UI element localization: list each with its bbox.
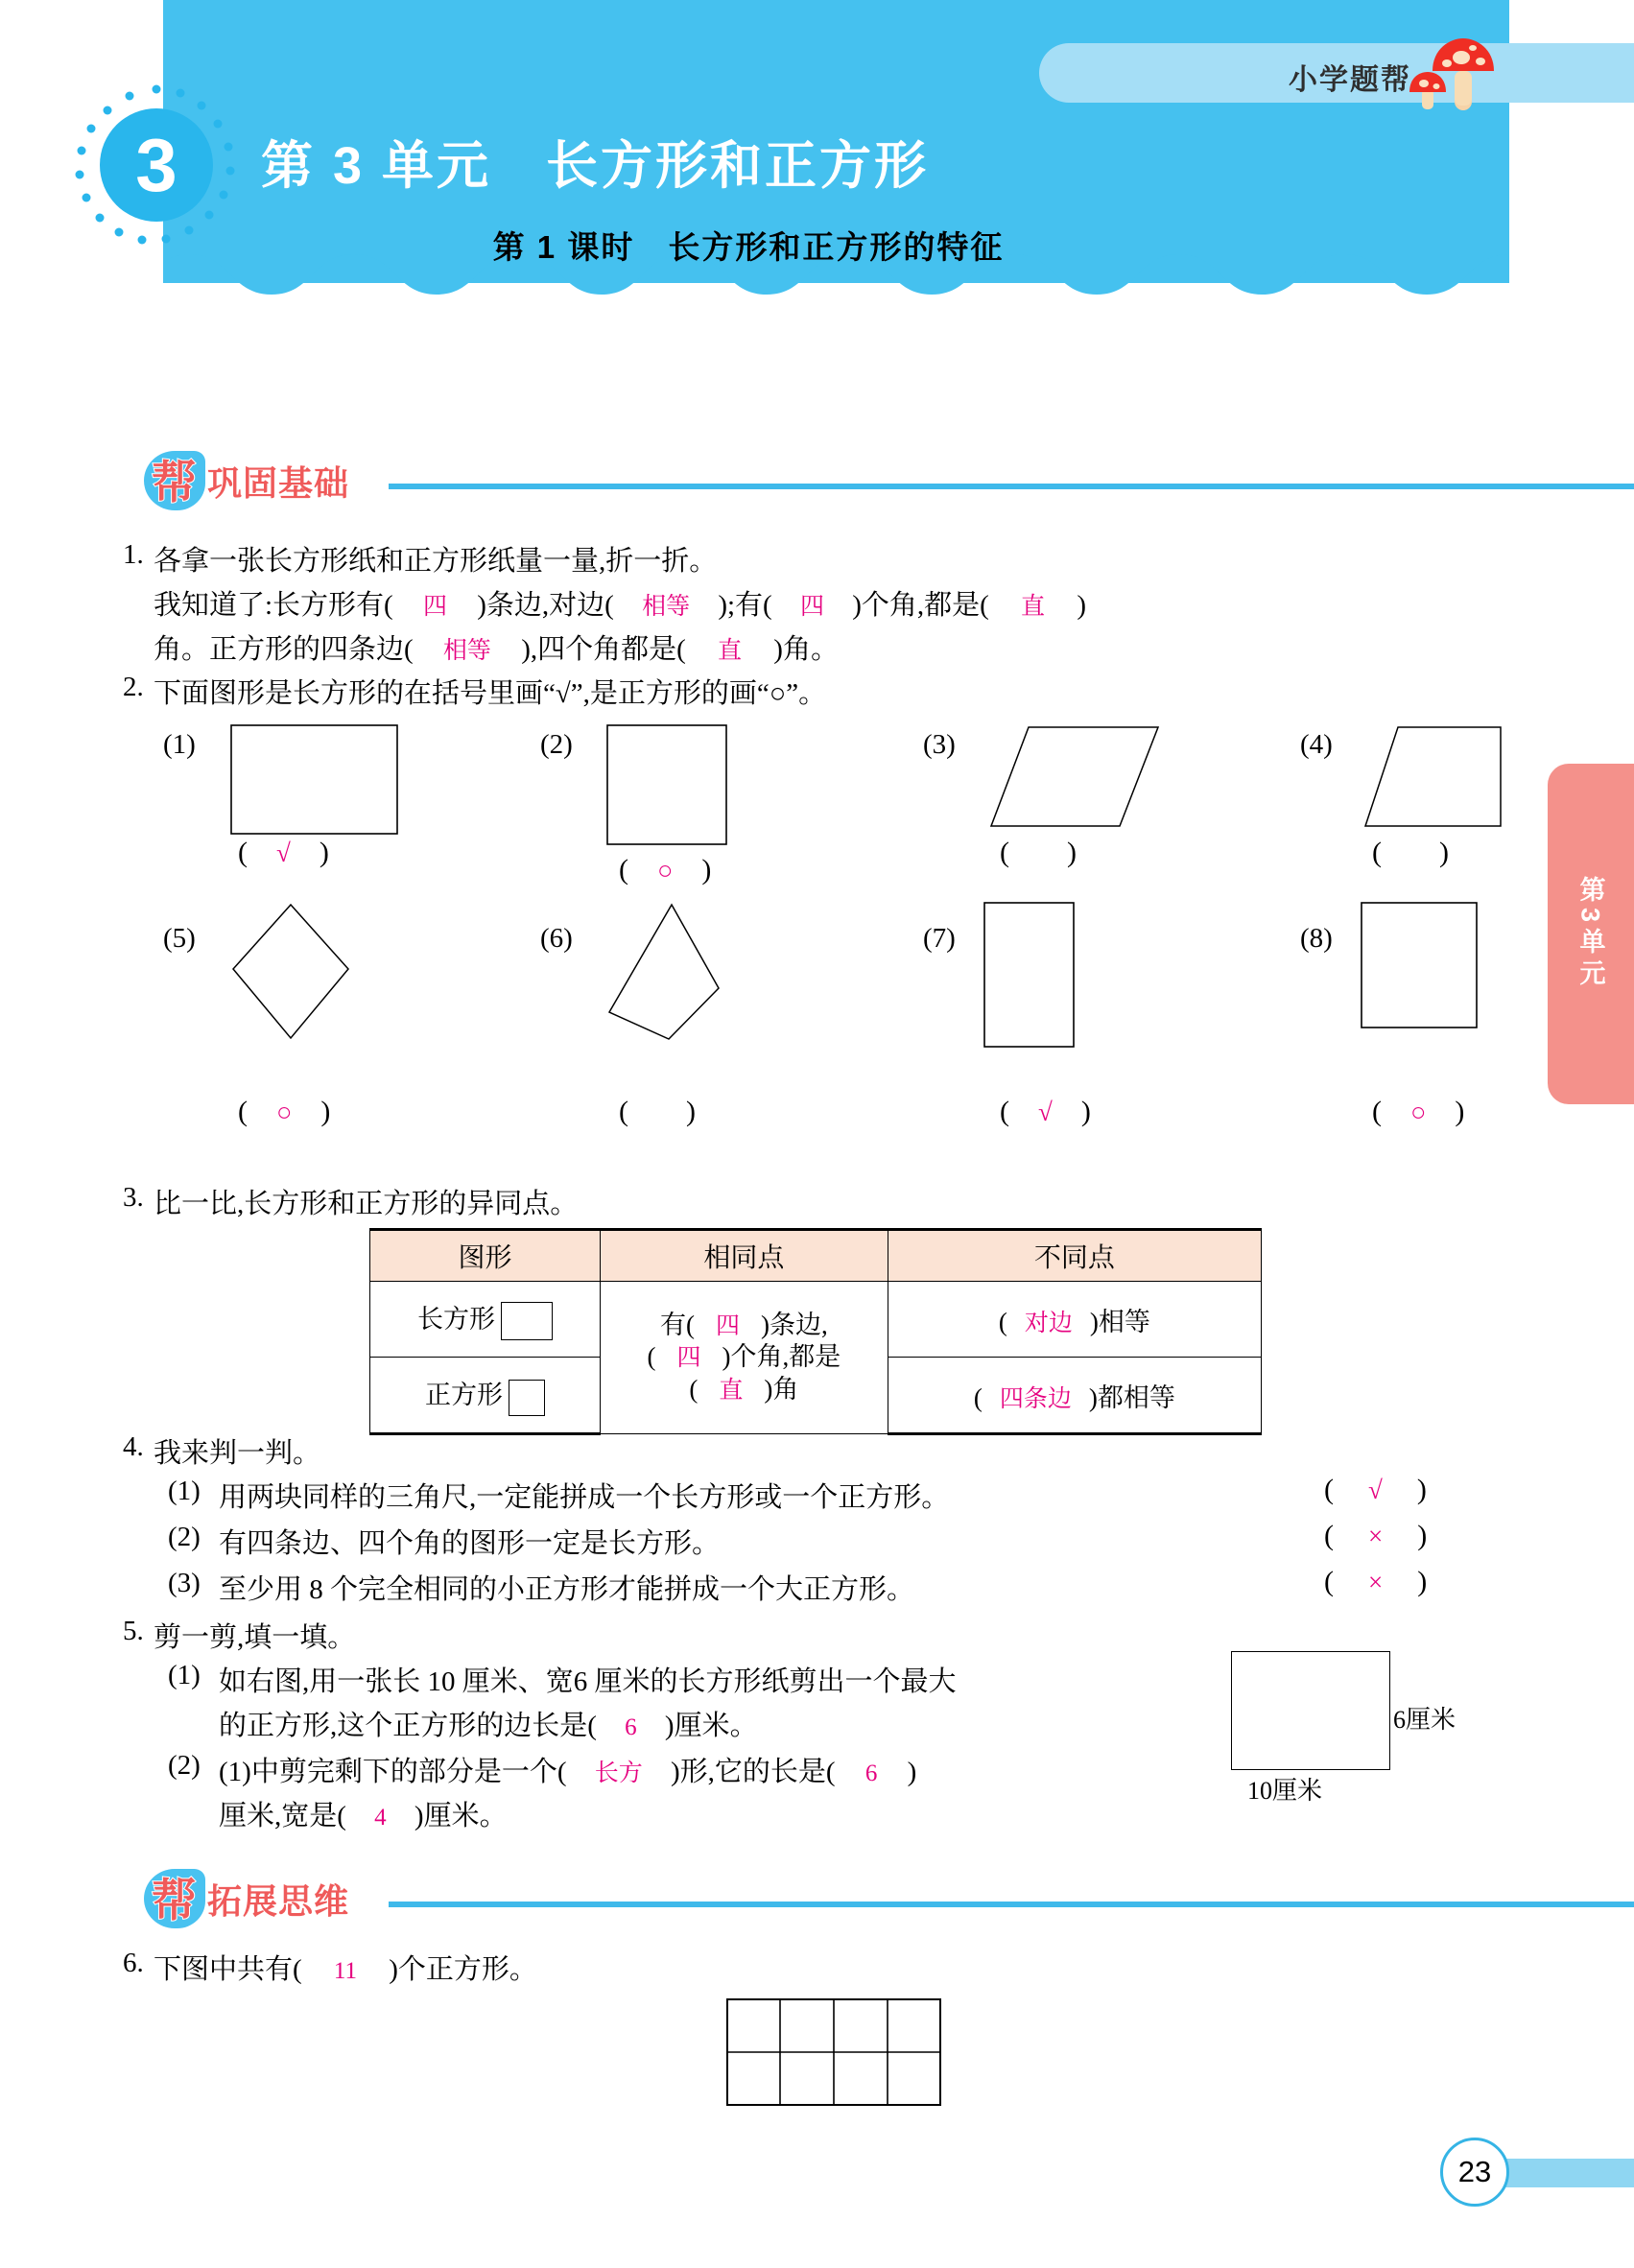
q2-item-3-answer [1009, 839, 1067, 867]
q6-answer: 11 [333, 1958, 357, 1984]
q3-prompt: 比一比,长方形和正方形的异同点。 [154, 1189, 579, 1219]
q5-p2-a: (1)中剪完剩下的部分是一个( [219, 1757, 567, 1787]
q6-text-a: 下图中共有( [154, 1954, 302, 1985]
q5-item-2-answer-2: 6 [864, 1760, 878, 1786]
table-rect-label-text: 长方形 [417, 1304, 495, 1334]
q1-answer-2: 相等 [642, 594, 691, 620]
q1-line1: 各拿一张长方形纸和正方形纸量一量,折一折。 [154, 546, 718, 577]
q1-line2-d: )个角,都是( [852, 590, 989, 621]
q2-item-5-label: (5) [163, 923, 196, 954]
q5-item-1-line1: 如右图,用一张长 10 厘米、宽6 厘米的长方形纸剪出一个最大 [219, 1666, 957, 1697]
q2-item-2-answer-box[interactable]: ( ○ ) [619, 854, 712, 886]
q2-item-8-answer: ○ [1410, 1098, 1427, 1126]
q2-item-3-label: (3) [923, 729, 956, 760]
q2-item-6-answer-box[interactable]: ( ) [619, 1096, 696, 1127]
q2-item-7-answer-box[interactable]: ( √ ) [1000, 1096, 1091, 1127]
q2-item-6-label: (6) [540, 923, 573, 954]
q2-prompt: 下面图形是长方形的在括号里画“√”,是正方形的画“○”。 [154, 678, 827, 709]
q1-line2-b: )条边,对边( [477, 590, 614, 621]
q5-fig-width-label: 10厘米 [1247, 1777, 1323, 1805]
mushroom-icon [1394, 29, 1500, 110]
q1-answer-5: 相等 [442, 638, 491, 664]
q2-item-4-label: (4) [1300, 729, 1333, 760]
diff2-answer: 四条边 [999, 1385, 1072, 1412]
same-l3-answer: 直 [719, 1377, 744, 1404]
q2-item-5-answer: ○ [276, 1098, 293, 1126]
section-rule [389, 484, 1634, 489]
q5-item-2-answer-3: 4 [374, 1805, 387, 1831]
table-cell-diff-square [888, 1358, 1261, 1434]
q4-item-1-text: 用两块同样的三角尺,一定能拼成一个长方形或一个正方形。 [219, 1482, 950, 1513]
q2-shape-rectangle-wide [230, 724, 398, 835]
q5-p1-c: )厘米。 [664, 1711, 758, 1741]
q5-item-2-line1 [219, 1750, 916, 1789]
q2-item-6-answer [628, 1098, 686, 1126]
q1-line2 [154, 583, 1086, 623]
same-l3-a: ( [689, 1374, 699, 1404]
q5-item-1-answer: 6 [625, 1714, 637, 1740]
same-l1-a: 有( [660, 1310, 696, 1339]
q1-answer-3: 四 [799, 594, 824, 620]
q1-line3 [154, 627, 839, 667]
q1-answer-6: 直 [718, 638, 743, 664]
q4-item-1-answer-box[interactable]: ( √ ) [1324, 1474, 1427, 1505]
q2-item-8-label: (8) [1300, 923, 1333, 954]
q1-answer-1: 四 [422, 594, 447, 620]
q4-item-3-answer-box[interactable]: ( × ) [1324, 1566, 1428, 1597]
q5-p2-e: )厘米。 [414, 1801, 508, 1831]
q2-item-7-label: (7) [923, 923, 956, 954]
table-col-same: 相同点 [601, 1230, 888, 1282]
table-col-diff: 不同点 [888, 1230, 1261, 1282]
same-l2-answer: 四 [676, 1345, 701, 1372]
comparison-table [369, 1228, 1262, 1435]
q2-number: 2. [123, 672, 144, 702]
unit-number-badge: 3 [100, 108, 213, 222]
q1-line3-b: ),四个角都是( [521, 634, 686, 665]
q4-item-2-text: 有四条边、四个角的图形一定是长方形。 [219, 1528, 721, 1559]
q2-item-7-answer: √ [1038, 1098, 1053, 1126]
q2-item-4-answer-box[interactable]: ( ) [1372, 837, 1449, 868]
table-cell-same-points [601, 1282, 888, 1434]
section-title-label: 巩固基础 [207, 463, 350, 503]
q4-item-2-label: (2) [168, 1522, 201, 1552]
q2-item-3-answer-box[interactable]: ( ) [1000, 837, 1077, 868]
square-shape-icon [509, 1380, 545, 1416]
q1-number: 1. [123, 539, 144, 570]
same-line-3 [601, 1374, 888, 1406]
q5-p2-b: )形,它的长是( [671, 1757, 836, 1787]
section-header-basics [144, 451, 1497, 510]
q4-prompt: 我来判一判。 [154, 1438, 321, 1469]
table-cell-diff-rect [888, 1282, 1261, 1358]
q4-item-2-answer-box[interactable]: ( × ) [1324, 1520, 1428, 1551]
diff2-a: ( [973, 1382, 983, 1412]
section-rule-2 [389, 1902, 1634, 1907]
q2-shape-quadrilateral [604, 902, 724, 1044]
q5-item-1-line2 [219, 1704, 758, 1743]
q4-item-2-answer: × [1368, 1522, 1384, 1550]
q1-line2-a: 我知道了:长方形有( [154, 590, 393, 621]
q2-shape-square [606, 724, 727, 845]
q2-item-1-label: (1) [163, 729, 196, 760]
same-l1-b: )条边, [761, 1310, 828, 1339]
q2-item-1-answer: √ [276, 839, 291, 867]
q5-p2-c: ) [907, 1757, 917, 1787]
q2-shape-square2 [1361, 902, 1478, 1028]
q6-text-b: )个正方形。 [389, 1954, 537, 1985]
unit-side-tab-label: 第3单元 [1575, 876, 1605, 992]
q2-shape-rectangle-tall [983, 902, 1075, 1048]
table-row-rectangle [370, 1282, 1262, 1358]
page-number: 23 [1440, 2138, 1509, 2207]
q4-item-1-answer: √ [1368, 1476, 1383, 1504]
diff1-b: )相等 [1089, 1307, 1150, 1336]
table-header-row [370, 1230, 1262, 1282]
q2-item-5-answer-box[interactable]: ( ○ ) [238, 1096, 331, 1127]
same-l1-answer: 四 [716, 1312, 741, 1339]
q5-item-2-answer-1: 长方 [594, 1760, 643, 1786]
diff2-b: )都相等 [1088, 1382, 1175, 1412]
q2-item-2-label: (2) [540, 729, 573, 760]
q4-item-3-answer: × [1368, 1568, 1384, 1596]
table-cell-rect-label [370, 1282, 601, 1358]
q5-p1-b: 的正方形,这个正方形的边长是( [219, 1711, 597, 1741]
same-l2-a: ( [647, 1342, 656, 1372]
section-bang-label-2: 帮 [152, 1875, 197, 1925]
q2-item-1-answer-box[interactable]: ( √ ) [238, 837, 329, 868]
q1-line3-a: 角。正方形的四条边( [154, 634, 414, 665]
q5-item-1-label: (1) [168, 1660, 201, 1690]
q4-item-3-label: (3) [168, 1568, 201, 1598]
section-title-label-2: 拓展思维 [207, 1881, 350, 1921]
same-line-2 [601, 1341, 888, 1374]
diff1-answer: 对边 [1024, 1310, 1073, 1336]
q1-answer-4: 直 [1021, 594, 1046, 620]
section-header-thinking [144, 1869, 1497, 1928]
q4-item-3-text: 至少用 8 个完全相同的小正方形才能拼成一个大正方形。 [219, 1574, 915, 1605]
q2-item-8-answer-box[interactable]: ( ○ ) [1372, 1096, 1465, 1127]
q1-line2-c: );有( [718, 590, 772, 621]
rect-shape-icon [501, 1302, 553, 1340]
q3-number: 3. [123, 1182, 144, 1213]
q2-item-2-answer: ○ [657, 856, 674, 885]
banner-title: 第 3 单元 长方形和正方形 [261, 137, 930, 195]
q2-shape-trapezoid [1362, 724, 1503, 830]
q5-p2-d: 厘米,宽是( [219, 1801, 346, 1831]
q4-number: 4. [123, 1431, 144, 1462]
q6-grid-figure [726, 1998, 941, 2111]
diff1-a: ( [998, 1307, 1007, 1336]
unit-side-tab [1548, 764, 1634, 1104]
table-square-label-text: 正方形 [425, 1381, 503, 1410]
q1-line2-e: ) [1077, 590, 1086, 621]
q6-prompt [154, 1948, 537, 1987]
same-line-1 [601, 1310, 888, 1342]
section-bang-label: 帮 [152, 457, 197, 508]
brand-label: 小学题帮 [1289, 64, 1411, 96]
q1-line3-c: )角。 [773, 634, 839, 665]
q2-shape-rhombus [228, 902, 358, 1041]
same-l3-b: )角 [764, 1374, 799, 1404]
table-col-shape: 图形 [370, 1230, 601, 1282]
table-cell-square-label [370, 1358, 601, 1434]
q5-fig-height-label: 6厘米 [1393, 1706, 1456, 1734]
q4-item-1-label: (1) [168, 1476, 201, 1506]
q2-shape-parallelogram [988, 724, 1161, 830]
lesson-title: 第 1 课时 长方形和正方形的特征 [492, 229, 1005, 265]
q5-number: 5. [123, 1616, 144, 1646]
q5-item-2-line2 [219, 1794, 508, 1833]
same-l2-b: )个角,都是 [722, 1342, 841, 1372]
q5-rectangle-figure [1231, 1651, 1390, 1770]
q6-number: 6. [123, 1948, 144, 1978]
q5-prompt: 剪一剪,填一填。 [154, 1622, 356, 1653]
q2-item-4-answer [1382, 839, 1439, 867]
q5-item-2-label: (2) [168, 1750, 201, 1781]
